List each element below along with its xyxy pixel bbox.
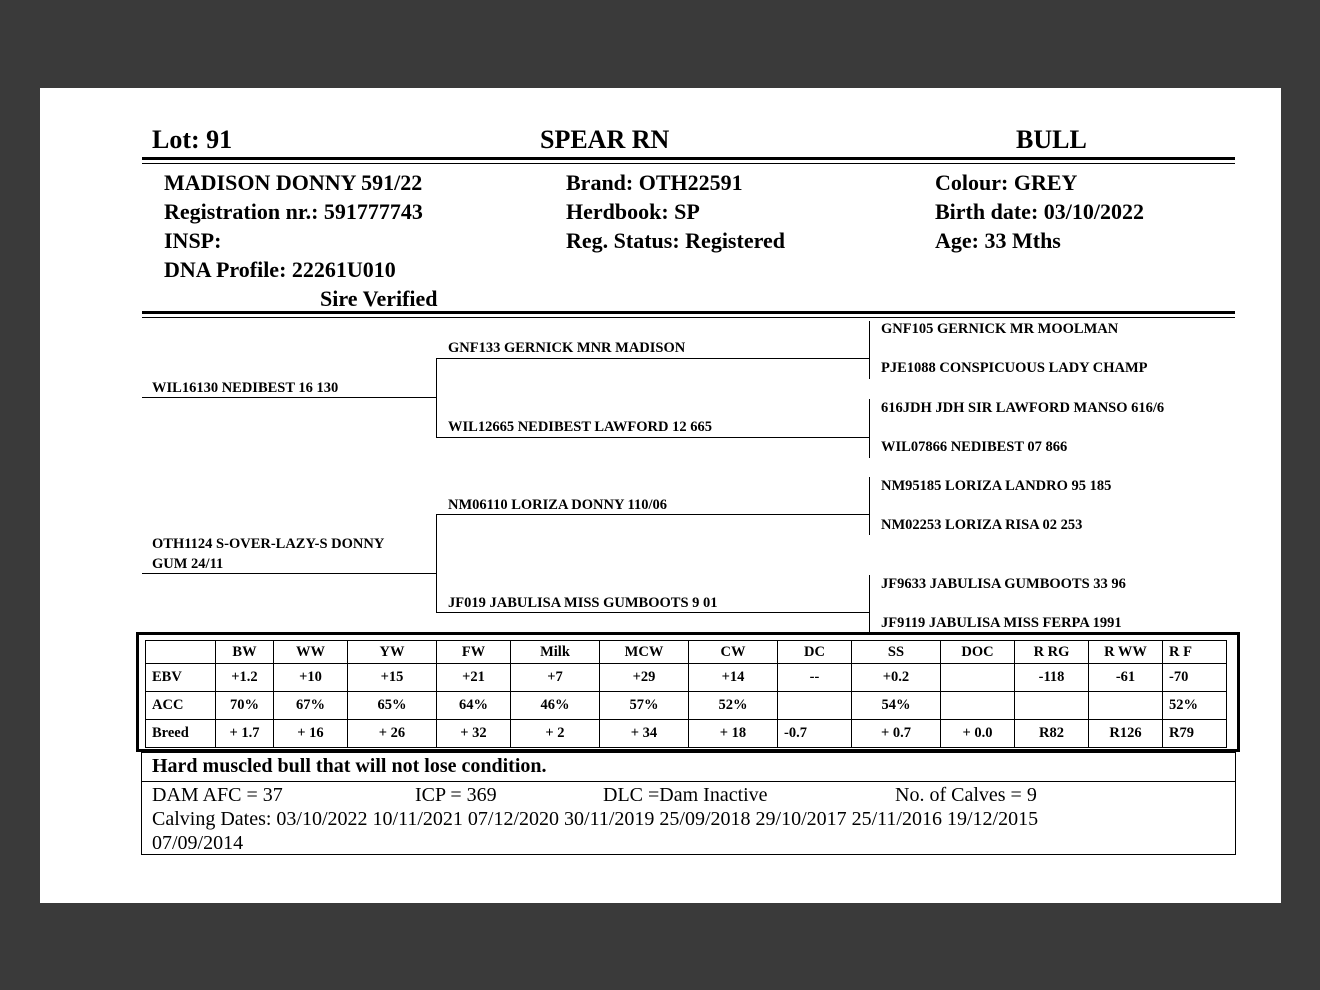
dd-bracket-top <box>869 575 870 612</box>
ebv-row-label: EBV <box>146 664 216 692</box>
breed-row-label: Breed <box>146 720 216 748</box>
pedigree-dam-sire: NM06110 LORIZA DONNY 110/06 <box>448 497 667 513</box>
pedigree-sire: WIL16130 NEDIBEST 16 130 <box>152 380 339 396</box>
animal-info-right <box>935 168 1144 255</box>
ebv-header-cell: CW <box>689 641 778 664</box>
acc-cell: 52% <box>1163 692 1227 720</box>
ss-line <box>436 358 870 359</box>
breed-title: SPEAR RN <box>540 125 670 154</box>
ebv-cell: +1.2 <box>216 664 274 692</box>
pedigree-dam-line2: GUM 24/11 <box>152 556 224 572</box>
ebv-cell: +0.2 <box>852 664 941 692</box>
ebv-header-cell: SS <box>852 641 941 664</box>
dd-bracket-bottom <box>869 613 870 633</box>
ds-line <box>436 514 870 515</box>
ds-bracket-top <box>869 477 870 514</box>
ebv-cell: +15 <box>348 664 437 692</box>
ebv-header-cell: DC <box>778 641 852 664</box>
ebv-cell: -70 <box>1163 664 1227 692</box>
breed-cell: + 1.7 <box>216 720 274 748</box>
ebv-header-cell <box>146 641 216 664</box>
lot-number: Lot: 91 <box>152 125 233 154</box>
acc-cell: 67% <box>274 692 348 720</box>
ebv-header-cell: Milk <box>511 641 600 664</box>
pedigree-sire-sire: GNF133 GERNICK MNR MADISON <box>448 340 686 356</box>
ebv-cell: -- <box>778 664 852 692</box>
animal-info-left <box>164 168 438 313</box>
reg-status: Reg. Status: Registered <box>566 228 785 253</box>
ss-bracket-top <box>869 321 870 358</box>
header-rule-thick <box>142 157 1235 160</box>
calving-dates: Calving Dates: 03/10/2022 10/11/2021 07/12/2020 30/11/2019 25/09/2018 29/10/2017 25/11/2016 19/12/2015 <box>152 808 1039 830</box>
ebv-table <box>145 640 1227 748</box>
pedigree-dam-line1: OTH1124 S-OVER-LAZY-S DONNY <box>152 536 385 552</box>
ebv-header-cell: YW <box>348 641 437 664</box>
acc-cell: 65% <box>348 692 437 720</box>
breed-cell: R82 <box>1015 720 1089 748</box>
birth-date: Birth date: 03/10/2022 <box>935 199 1144 224</box>
dam-line <box>142 573 436 574</box>
pedigree-sss: GNF105 GERNICK MR MOOLMAN <box>881 321 1119 337</box>
ss-bracket-bottom <box>869 359 870 379</box>
acc-cell: 57% <box>600 692 689 720</box>
sd-line <box>436 437 870 438</box>
dd-line <box>436 612 870 613</box>
comment-text: Hard muscled bull that will not lose condition. <box>152 755 547 777</box>
calving-dates-continued: 07/09/2014 <box>152 832 244 854</box>
breed-cell: + 0.0 <box>941 720 1015 748</box>
ebv-cell: +14 <box>689 664 778 692</box>
ebv-cell: +7 <box>511 664 600 692</box>
dam-bracket <box>436 514 437 612</box>
acc-row-label: ACC <box>146 692 216 720</box>
sire-line <box>142 397 436 398</box>
breed-cell: + 16 <box>274 720 348 748</box>
registration-number: Registration nr.: 591777743 <box>164 199 423 224</box>
pedigree-dds: JF9633 JABULISA GUMBOOTS 33 96 <box>881 576 1126 592</box>
brand: Brand: OTH22591 <box>566 170 743 195</box>
breed-cell: + 2 <box>511 720 600 748</box>
dlc: DLC =Dam Inactive <box>603 784 768 806</box>
ebv-cell: -61 <box>1089 664 1163 692</box>
animal-name: MADISON DONNY 591/22 <box>164 170 423 195</box>
ebv-row <box>146 664 1227 692</box>
acc-cell: 70% <box>216 692 274 720</box>
breed-cell: + 0.7 <box>852 720 941 748</box>
dam-stats-box <box>141 781 1236 855</box>
ebv-header-cell: R WW <box>1089 641 1163 664</box>
acc-cell: 64% <box>437 692 511 720</box>
ds-bracket-bottom <box>869 515 870 535</box>
pedigree-ddd: JF9119 JABULISA MISS FERPA 1991 <box>881 615 1122 631</box>
ebv-header-cell: WW <box>274 641 348 664</box>
acc-cell: 52% <box>689 692 778 720</box>
pedigree-dam-dam: JF019 JABULISA MISS GUMBOOTS 9 01 <box>448 595 718 611</box>
breed-row <box>146 720 1227 748</box>
acc-cell <box>778 692 852 720</box>
ebv-cell: +29 <box>600 664 689 692</box>
ebv-header-row <box>146 641 1227 664</box>
pedigree-ssd: PJE1088 CONSPICUOUS LADY CHAMP <box>881 360 1148 376</box>
ebv-header-cell: R F <box>1163 641 1227 664</box>
ebv-header-cell: FW <box>437 641 511 664</box>
info-rule-thick <box>142 311 1235 314</box>
acc-cell <box>941 692 1015 720</box>
ebv-header-cell: MCW <box>600 641 689 664</box>
acc-cell: 46% <box>511 692 600 720</box>
sire-bracket <box>436 358 437 437</box>
dam-afc: DAM AFC = 37 <box>152 784 283 806</box>
herdbook: Herdbook: SP <box>566 199 700 224</box>
acc-cell <box>1015 692 1089 720</box>
comment-box <box>141 752 1236 782</box>
ebv-cell: +10 <box>274 664 348 692</box>
sex-title: BULL <box>1016 125 1087 154</box>
ebv-cell: -118 <box>1015 664 1089 692</box>
ebv-cell <box>941 664 1015 692</box>
insp-label: INSP: <box>164 228 222 253</box>
breed-cell: + 32 <box>437 720 511 748</box>
breed-cell: + 34 <box>600 720 689 748</box>
ebv-cell: +21 <box>437 664 511 692</box>
no-of-calves: No. of Calves = 9 <box>895 784 1037 806</box>
ebv-header-cell: R RG <box>1015 641 1089 664</box>
sd-bracket-top <box>869 399 870 437</box>
header-rule-thin <box>142 163 1235 164</box>
acc-row <box>146 692 1227 720</box>
breed-cell: -0.7 <box>778 720 852 748</box>
breed-cell: R79 <box>1163 720 1227 748</box>
icp: ICP = 369 <box>415 784 497 806</box>
pedigree-dsd: NM02253 LORIZA RISA 02 253 <box>881 517 1083 533</box>
sd-bracket-bottom <box>869 438 870 458</box>
info-rule-thin <box>142 317 1235 318</box>
pedigree-sire-dam: WIL12665 NEDIBEST LAWFORD 12 665 <box>448 419 713 435</box>
acc-cell <box>1089 692 1163 720</box>
ebv-header-cell: DOC <box>941 641 1015 664</box>
dna-profile: DNA Profile: 22261U010 <box>164 257 396 282</box>
ebv-header-cell: BW <box>216 641 274 664</box>
animal-info-middle <box>566 168 785 255</box>
pedigree-sds: 616JDH JDH SIR LAWFORD MANSO 616/6 <box>881 400 1165 416</box>
pedigree-dss: NM95185 LORIZA LANDRO 95 185 <box>881 478 1112 494</box>
pedigree-sdd: WIL07866 NEDIBEST 07 866 <box>881 439 1068 455</box>
age: Age: 33 Mths <box>935 228 1061 253</box>
breed-cell: R126 <box>1089 720 1163 748</box>
acc-cell: 54% <box>852 692 941 720</box>
breed-cell: + 18 <box>689 720 778 748</box>
breed-cell: + 26 <box>348 720 437 748</box>
sire-verified: Sire Verified <box>320 286 438 311</box>
colour: Colour: GREY <box>935 170 1078 195</box>
